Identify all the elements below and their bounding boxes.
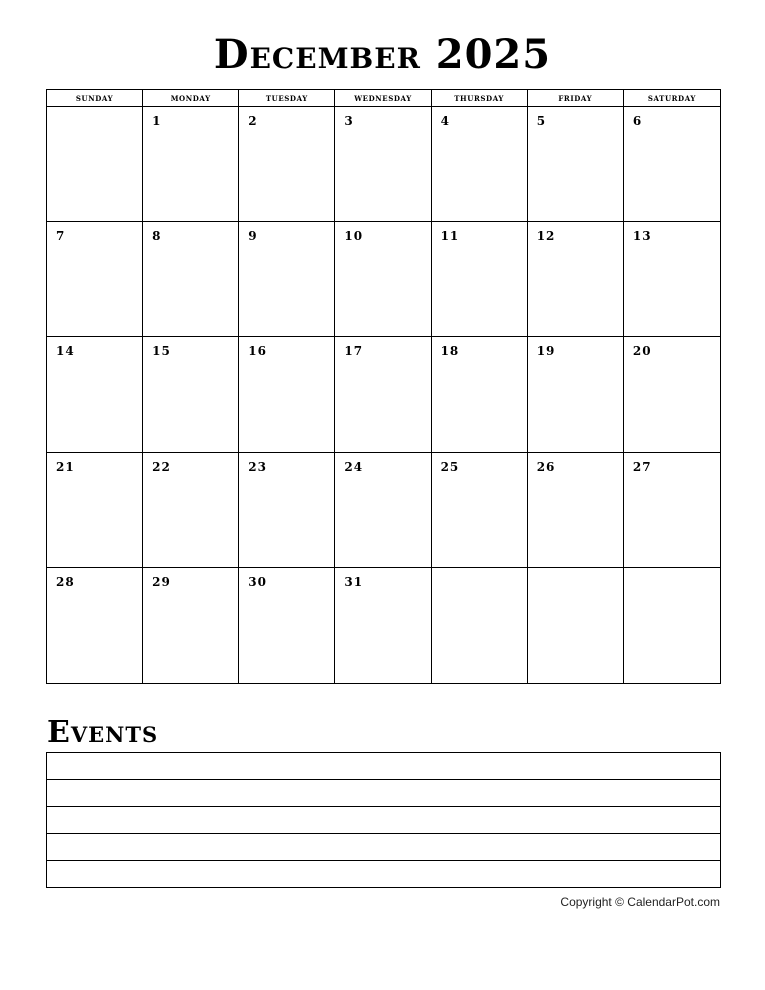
day-cell	[335, 222, 431, 337]
day-cell	[47, 337, 143, 452]
day-number: 14	[56, 344, 75, 359]
weekday-header-saturday: SATURDAY	[624, 90, 720, 107]
day-cell	[432, 222, 528, 337]
day-number: 31	[344, 574, 364, 589]
day-number: 22	[152, 459, 171, 474]
event-line[interactable]	[47, 780, 720, 807]
day-cell	[143, 107, 239, 222]
day-number: 27	[632, 459, 652, 474]
day-number: 10	[344, 229, 364, 244]
day-cell	[239, 453, 335, 568]
day-number: 17	[344, 344, 364, 359]
day-number: 11	[440, 229, 460, 244]
day-cell	[47, 222, 143, 337]
day-number: 30	[248, 574, 267, 589]
day-number: 25	[440, 459, 460, 474]
day-cell	[432, 107, 528, 222]
day-cell	[143, 222, 239, 337]
day-number: 3	[344, 114, 354, 128]
day-cell	[239, 337, 335, 452]
day-number: 5	[536, 114, 547, 128]
day-number: 15	[152, 344, 171, 359]
day-number: 19	[536, 344, 556, 359]
day-number: 23	[248, 459, 267, 474]
day-cell	[143, 568, 239, 683]
calendar-title: December 2025	[213, 31, 552, 78]
day-number: 6	[632, 114, 643, 128]
day-number: 16	[248, 344, 267, 359]
day-cell	[335, 453, 431, 568]
day-cell	[624, 453, 720, 568]
day-cell	[47, 453, 143, 568]
day-cell	[239, 222, 335, 337]
day-cell	[432, 453, 528, 568]
events-title: Events	[47, 715, 159, 750]
weekday-header-tuesday: TUESDAY	[239, 90, 335, 107]
day-number: 18	[440, 344, 460, 359]
day-number: 24	[344, 459, 364, 474]
day-cell	[528, 568, 624, 683]
day-cell	[528, 453, 624, 568]
events-box	[46, 752, 721, 888]
weekday-header-friday: FRIDAY	[528, 90, 624, 107]
day-cell	[335, 337, 431, 452]
day-cell	[624, 107, 720, 222]
day-number: 9	[248, 229, 258, 244]
weekday-header-monday: MONDAY	[143, 90, 239, 107]
calendar-grid	[46, 89, 721, 684]
day-cell	[143, 453, 239, 568]
weekday-header-thursday: THURSDAY	[432, 90, 528, 107]
day-cell	[432, 568, 528, 683]
day-number: 1	[152, 114, 162, 128]
event-line[interactable]	[47, 753, 720, 780]
day-cell	[432, 337, 528, 452]
day-number: 7	[56, 229, 66, 244]
day-cell	[624, 568, 720, 683]
event-line[interactable]	[47, 834, 720, 861]
day-number: 20	[632, 344, 652, 359]
weekday-header-sunday: SUNDAY	[47, 90, 143, 107]
day-cell	[239, 568, 335, 683]
day-cell	[528, 107, 624, 222]
day-number: 28	[56, 574, 75, 589]
day-number: 21	[56, 459, 75, 474]
day-cell	[335, 107, 431, 222]
day-number: 12	[536, 229, 556, 244]
day-cell	[47, 107, 143, 222]
day-cell	[335, 568, 431, 683]
event-line[interactable]	[47, 807, 720, 834]
day-cell	[47, 568, 143, 683]
day-cell	[528, 222, 624, 337]
day-cell	[624, 337, 720, 452]
weekday-header-wednesday: WEDNESDAY	[335, 90, 431, 107]
day-cell	[528, 337, 624, 452]
day-number: 4	[440, 114, 450, 128]
day-number: 13	[632, 229, 652, 244]
day-number: 2	[248, 114, 258, 128]
day-cell	[143, 337, 239, 452]
day-cell	[239, 107, 335, 222]
event-line[interactable]	[47, 861, 720, 887]
day-number: 26	[536, 459, 556, 474]
copyright-text: Copyright © CalendarPot.com	[560, 895, 720, 909]
day-number: 29	[152, 574, 171, 589]
day-number: 8	[152, 229, 162, 244]
day-cell	[624, 222, 720, 337]
